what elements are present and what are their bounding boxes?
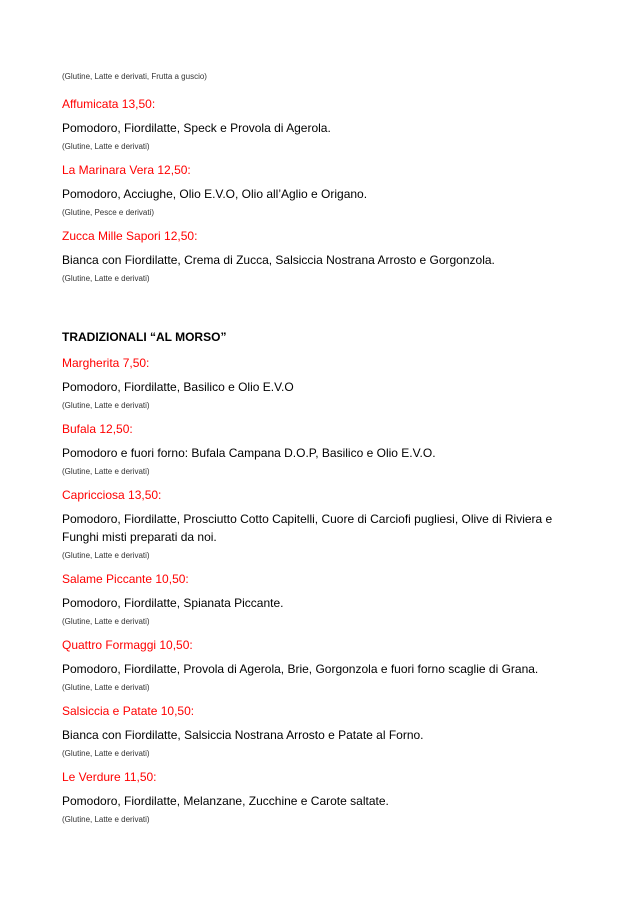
item-description: Pomodoro, Fiordilatte, Speck e Provola di Agerola. — [62, 121, 331, 135]
allergen-note: (Glutine, Latte e derivati) — [62, 683, 150, 692]
item-description: Pomodoro, Fiordilatte, Spianata Piccante. — [62, 596, 284, 610]
item-title: Quattro Formaggi 10,50: — [62, 638, 193, 652]
allergen-note: (Glutine, Latte e derivati) — [62, 551, 150, 560]
menu-item-capricciosa — [62, 486, 578, 561]
allergen-note: (Glutine, Latte e derivati) — [62, 815, 150, 824]
menu-item-la-marinara-vera — [62, 161, 578, 218]
item-description: Pomodoro, Fiordilatte, Basilico e Olio E.V.O — [62, 380, 294, 394]
section-heading: TRADIZIONALI “AL MORSO” — [62, 330, 227, 344]
item-title: Capricciosa 13,50: — [62, 488, 162, 502]
item-description: Bianca con Fiordilatte, Crema di Zucca, Salsiccia Nostrana Arrosto e Gorgonzola. — [62, 253, 495, 267]
allergen-note: (Glutine, Pesce e derivati) — [62, 208, 155, 217]
menu-section-speciali — [62, 95, 578, 284]
allergen-note: (Glutine, Latte e derivati) — [62, 274, 150, 283]
allergen-note: (Glutine, Latte e derivati, Frutta a guscio) — [62, 72, 207, 81]
item-title: Salsiccia e Patate 10,50: — [62, 704, 195, 718]
menu-item-margherita — [62, 354, 578, 411]
item-description: Bianca con Fiordilatte, Salsiccia Nostrana Arrosto e Patate al Forno. — [62, 728, 424, 742]
item-description: Pomodoro, Fiordilatte, Melanzane, Zucchine e Carote saltate. — [62, 794, 389, 808]
item-title: Salame Piccante 10,50: — [62, 572, 189, 586]
item-title: Zucca Mille Sapori 12,50: — [62, 229, 198, 243]
menu-item-affumicata — [62, 95, 578, 152]
menu-section-tradizionali — [62, 328, 578, 825]
menu-item-salsiccia-e-patate — [62, 702, 578, 759]
item-description: Pomodoro, Fiordilatte, Provola di Agerola, Brie, Gorgonzola e fuori forno scaglie di Grana. — [62, 662, 539, 676]
allergen-note: (Glutine, Latte e derivati) — [62, 401, 150, 410]
item-title: Bufala 12,50: — [62, 422, 133, 436]
allergen-note: (Glutine, Latte e derivati) — [62, 617, 150, 626]
item-description: Pomodoro, Fiordilatte, Prosciutto Cotto Capitelli, Cuore di Carciofi pugliesi, Olive di Riviera e Funghi misti preparati da noi. — [62, 512, 553, 544]
item-description: Pomodoro e fuori forno: Bufala Campana D.O.P, Basilico e Olio E.V.O. — [62, 446, 436, 460]
item-description: Pomodoro, Acciughe, Olio E.V.O, Olio all’Aglio e Origano. — [62, 187, 368, 201]
menu-item-bufala — [62, 420, 578, 477]
menu-item-le-verdure — [62, 768, 578, 825]
menu-item-salame-piccante — [62, 570, 578, 627]
allergen-note: (Glutine, Latte e derivati) — [62, 749, 150, 758]
item-title: Margherita 7,50: — [62, 356, 150, 370]
item-title: Le Verdure 11,50: — [62, 770, 157, 784]
menu-item-zucca-mille-sapori — [62, 227, 578, 284]
allergen-note: (Glutine, Latte e derivati) — [62, 467, 150, 476]
allergen-note: (Glutine, Latte e derivati) — [62, 142, 150, 151]
item-title: Affumicata 13,50: — [62, 97, 156, 111]
menu-item-quattro-formaggi — [62, 636, 578, 693]
item-title: La Marinara Vera 12,50: — [62, 163, 191, 177]
